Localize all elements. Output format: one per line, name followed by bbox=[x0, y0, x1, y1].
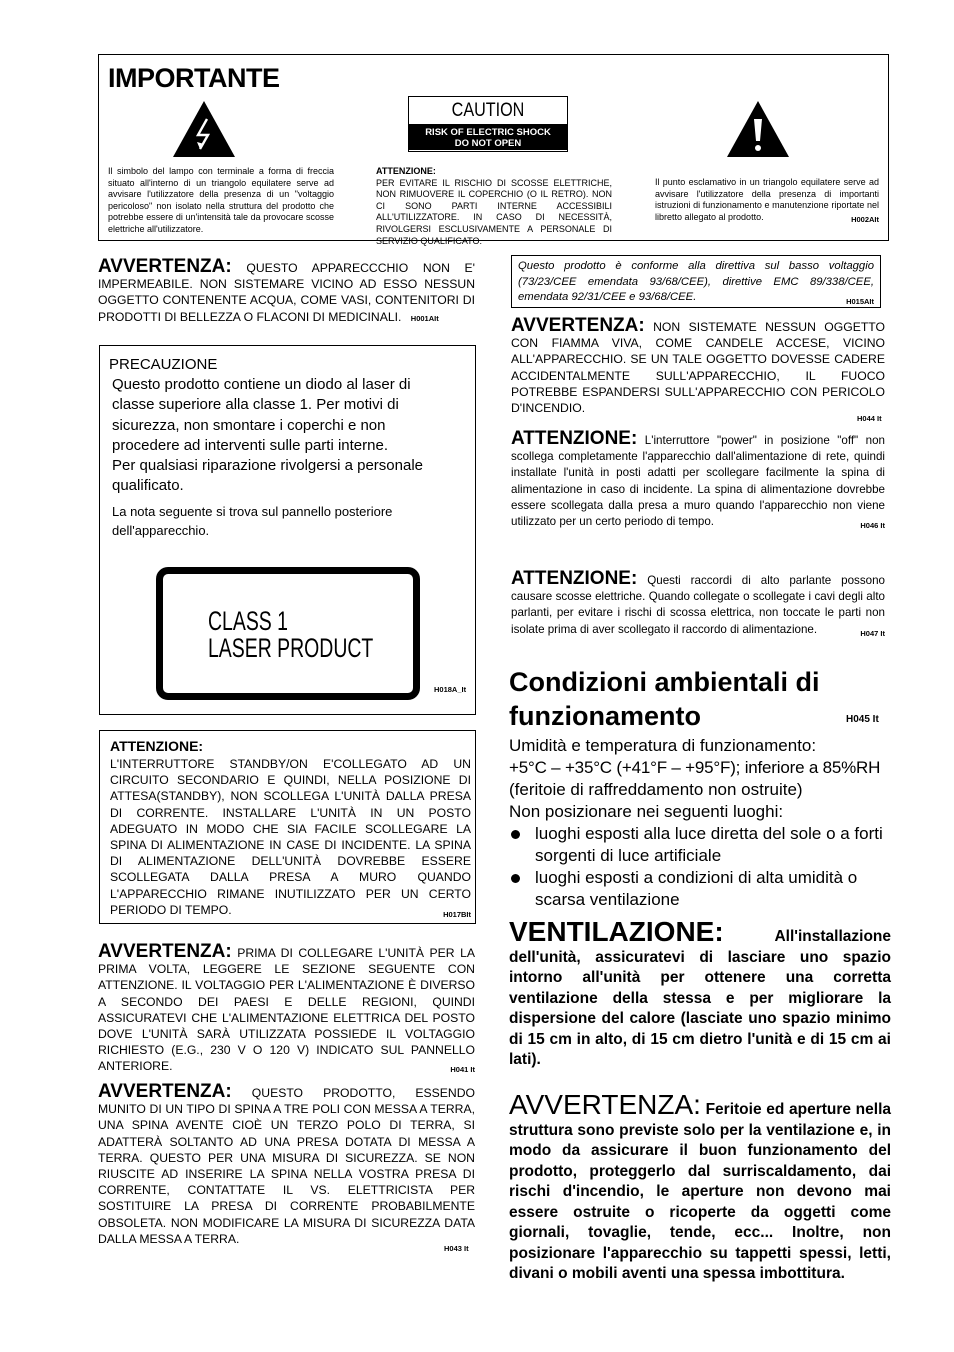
attenzione-standby-code: H017BIt bbox=[443, 909, 471, 919]
list-item bbox=[509, 867, 891, 911]
condizioni-line4: Non posizionare nei seguenti luoghi: bbox=[509, 802, 784, 821]
avvertenza-terra bbox=[98, 1081, 476, 1247]
conforme-text: Questo prodotto è conforme alla direttiva sul basso voltaggio (73/23/CEE emendata 93/68/CEE), direttive EMC 89/338/CEE, emendata 92/31/CEE e 93/68/CEE. bbox=[518, 260, 874, 304]
avvertenza-fiamma-label: AVVERTENZA: bbox=[511, 315, 645, 336]
importante-title: IMPORTANTE bbox=[108, 63, 280, 93]
condizioni-title-line1: Condizioni ambientali di bbox=[509, 667, 820, 697]
avvertenza-acqua bbox=[98, 256, 475, 327]
list-item bbox=[509, 823, 891, 867]
avvertenza-terra-code: H043 It bbox=[444, 1244, 469, 1253]
precauzione-text2: Per qualsiasi riparazione rivolgersi a personale qualificato. bbox=[112, 457, 423, 495]
attenzione-raccordi bbox=[511, 568, 885, 642]
precauzione-title: PRECAUZIONE bbox=[109, 356, 218, 373]
attenzione-power-label: ATTENZIONE: bbox=[511, 428, 638, 449]
list-item-text: luoghi esposti alla luce diretta del sole o a forti sorgenti di luce artificiale bbox=[535, 824, 883, 865]
precauzione-body bbox=[112, 375, 457, 497]
caution-sub bbox=[409, 124, 567, 150]
conforme-box bbox=[511, 255, 881, 308]
condizioni-line1: Umidità e temperatura di funzionamento: bbox=[509, 736, 817, 755]
avvertenza-fiamma-text: NON SISTEMATE NESSUN OGGETTO CON FIAMMA VIVA, COME CANDELE ACCESE, VICINO ALL'APPARECCHIO. SE UN TALE OGGETTO DOVESSE CADERE ACCIDENTALMENTE SULL'APPARECCHIO, IL FUOCO POTREBBE ESPANDERSI SULL'APPARECCHIO CON PERICOLO D'INCENDIO. bbox=[511, 320, 886, 416]
conforme-code: H015AIt bbox=[846, 297, 874, 307]
list-item-text: luoghi esposti a condizioni di alta umidità o scarsa ventilazione bbox=[535, 868, 858, 909]
precauzione-box bbox=[99, 345, 476, 715]
condizioni-line2: +5°C – +35°C (+41°F – +95°F); inferiore a 85%RH bbox=[509, 758, 881, 777]
conforme-body bbox=[518, 259, 874, 310]
avvertenza-voltaggio-label: AVVERTENZA: bbox=[98, 941, 232, 962]
avvertenza-acqua-code: H001AIt bbox=[410, 313, 439, 323]
avvertenza-voltaggio-code: H041 It bbox=[450, 1065, 475, 1075]
attenzione-label: ATTENZIONE bbox=[376, 166, 433, 176]
laser-label-line2: LASER PRODUCT bbox=[208, 633, 374, 663]
attenzione-power-text: L'interruttore "power" in posizione "off" non scollega completamente l'apparecchio dall'alimentazione di rete, quindi installate l'unità in posti adatti per scollegare facilmente la spina di alimentazione in caso di incidente. La spina di alimentazione dovrebbe essere scollegata dalla presa a muro quando l'apparecchio non viene utilizzato per un certo periodo di tempo. bbox=[511, 434, 885, 529]
bullet-icon bbox=[511, 830, 520, 839]
attenzione-raccordi-code: H047 It bbox=[860, 628, 885, 638]
condizioni-title-line2: funzionamento bbox=[509, 701, 701, 731]
exclamation-text-block bbox=[655, 177, 879, 225]
attenzione-text: PER EVITARE IL RISCHIO DI SCOSSE ELETTRICHE, NON RIMUOVERE IL COPERCHIO (O IL RETRO). NON CI SONO PARTI INTERNE ACCESSIBILI ALL'UTILIZZATORE. IN CASO DI NECESSITÀ, RIVOLGERSI ESCLUSIVAMENTE A PERSONALE DI SERVIZIO QUALIFICATO. bbox=[376, 177, 612, 246]
attenzione-standby-box bbox=[99, 730, 476, 924]
condizioni-line3: (feritoie di raffreddamento non ostruite) bbox=[509, 780, 803, 799]
lightning-warning-icon bbox=[171, 99, 237, 159]
caution-label: CAUTION bbox=[451, 100, 525, 121]
avvertenza-feritoie bbox=[509, 1089, 891, 1285]
condizioni-body bbox=[509, 735, 891, 911]
caution-sub-line1: RISK OF ELECTRIC SHOCK bbox=[425, 127, 551, 138]
avvertenza-fiamma-code: H044 It bbox=[857, 414, 882, 423]
bullet-icon bbox=[511, 874, 520, 883]
condizioni-list bbox=[509, 823, 891, 911]
attenzione-standby-body bbox=[110, 756, 471, 923]
avvertenza-terra-label: AVVERTENZA: bbox=[98, 1081, 232, 1102]
exclamation-text: Il punto esclamativo in un triangolo equilatere serve ad avvisare l'utilizzatore della presenza di importanti istruzioni di funzionamento e manutenzione riportate nel libretto allegato al prodotto. bbox=[655, 177, 879, 222]
ventilazione-text: All'installazione dell'unità, assicuratevi di lasciare uno spazio intorno all'unità per ottenere una corretta ventilazione della stessa e per migliorare la dispersione del calore (lasciate uno spazio minimo di 15 cm in alto, di 15 cm dietro l'unità e di 15 cm ai lati). bbox=[509, 928, 891, 1068]
caution-label-box bbox=[408, 96, 568, 152]
lightning-text: Il simbolo del lampo con terminale a forma di freccia situato all'interno di un triangolo equilatere serve ad avvisare l'utilizzatore della presenza di un "voltaggio pericoloso" non isolato nella struttura del prodotto che potrebbe essere di un'intensità tale da provocare scosse elettriche all'utilizzatore. bbox=[108, 166, 334, 234]
importante-box bbox=[98, 54, 889, 246]
caution-sub-line2: DO NOT OPEN bbox=[454, 138, 522, 149]
avvertenza-fiamma bbox=[511, 315, 886, 416]
avvertenza-acqua-label: AVVERTENZA: bbox=[98, 256, 232, 277]
avvertenza-voltaggio bbox=[98, 941, 476, 1079]
attenzione-raccordi-label: ATTENZIONE: bbox=[511, 568, 638, 589]
avvertenza-acqua-text: QUESTO APPARECCCHIO NON E' IMPERMEABILE. NON SISTEMARE VICINO AD ESSO NESSUN OGGETTO CONTENENTE ACQUA, COME VASI, CONTENITORI DI PRODOTTI DI BELLEZZA O FLACONI DI MEDICINALI. bbox=[98, 261, 475, 324]
condizioni-code: H045 It bbox=[846, 714, 879, 725]
laser-label bbox=[156, 567, 420, 700]
attenzione-block bbox=[376, 166, 612, 247]
avvertenza-feritoie-text: Feritoie ed aperture nella struttura sono previste solo per la ventilazione e, in modo da assicurare il buon funzionamento del prodotto, proteggerlo dal surriscaldamento, dai rischi d'incendio, le aperture non devono mai essere ostruite o ricoperte da oggetti come giornali, tovaglie, tende, ecc... Inoltre, non posizionare l'apparecchio su tappetti spessi, letti, divani o mobili aventi una spessa imbottitura. bbox=[509, 1101, 891, 1282]
ventilazione bbox=[509, 916, 891, 1071]
avvertenza-terra-text: QUESTO PRODOTTO, ESSENDO MUNITO DI UN TIPO DI SPINA A TRE POLI CON MESSA A TERRA, UNA SPINA AVENTE CIOÈ UN TERZO POLO DI TERRA, SI ADATTERÀ SOLTANTO AD UNA PRESA DOTATA DI MESSA A TERRA. QUESTO PER UNA MISURA DI SICUREZZA. SE NON RIUSCITE AD INSERIRE LA SPINA NELLA VOSTRA PRESA DI CORRENTE, CONTATTATE IL VS. ELETTRICISTA PER SOSTITUIRE LA PRESA DI CORRENTE PROBABILMENTE OBSOLETA. NON MODIFICARE LA MISURA DI SICUREZZA DATA DALLA MESSA A TERRA. bbox=[98, 1086, 476, 1246]
precauzione-note: La nota seguente si trova sul pannello posteriore dell'apparecchio. bbox=[112, 504, 393, 538]
attenzione-power bbox=[511, 428, 885, 534]
exclamation-code: H002AIt bbox=[851, 214, 879, 224]
ventilazione-label: VENTILAZIONE: bbox=[509, 916, 724, 947]
precauzione-code: H018A_It bbox=[434, 685, 467, 694]
attenzione-power-code: H046 It bbox=[860, 521, 885, 531]
avvertenza-voltaggio-text: PRIMA DI COLLEGARE L'UNITÀ PER LA PRIMA VOLTA, LEGGERE LE SEZIONE SEGUENTE CON ATTENZIONE. IL VOLTAGGIO PER L'ALIMENTAZIONE È DIVERSO A SECONDO DEI PAESI E DELLE REGIONI, QUINDI ASSICURATEVI CHE L'ALIMENTAZIONE ELETTRICA DEL POSTO DOVE L'UNITÀ SARÀ UTILIZZATA POSSIEDE IL VOLTAGGIO RICHIESTO (E.G., 230 V O 120 V) INDICATO SUL PANNELLO ANTERIORE. bbox=[98, 946, 476, 1074]
attenzione-raccordi-text: Questi raccordi di alto parlante possono causare scosse elettriche. Quando collegate o scollegate i cavi degli alto parlanti, per evitare i rischi di scossa elettrica, non toccate le parti non isolate prima di aver scollegato il raccordo di alimentazione. bbox=[511, 574, 885, 636]
laser-label-line1: CLASS 1 bbox=[208, 606, 288, 636]
avvertenza-feritoie-label: AVVERTENZA: bbox=[509, 1089, 701, 1120]
attenzione-colon: : bbox=[432, 166, 436, 176]
attenzione-standby-text: L'INTERRUTTORE STANDBY/ON E'COLLEGATO AD UN CIRCUITO SECONDARIO E QUINDI, NELLA POSIZIONE DI ATTESA(STANDBY), NON SCOLLEGA L'UNITÀ DALLA PRESA DI CORRENTE. INSTALLARE L'UNITÀ IN UN POSTO ADEGUATO IN MODO CHE SIA FACILE SCOLLEGARE LA SPINA DI ALIMENTAZIONE IN CASE DI INCIDENTE. LA SPINA DI ALIMENTAZIONE DELL'UNITÀ DOVREBBE ESSERE SCOLLEGATA DALLA PRESA A MURO QUANDO L'APPARECCHIO RIMANE INUTILIZZATO PER UN CERTO PERIODO DI TEMPO. bbox=[110, 757, 471, 917]
exclamation-warning-icon bbox=[725, 99, 791, 159]
attenzione-standby-label: ATTENZIONE: bbox=[110, 738, 204, 754]
precauzione-text: Questo prodotto contiene un diodo al laser di classe superiore alla classe 1. Per motivi di sicurezza, non smontare i coperchi e non procedere ad interventi sulle parti interne. bbox=[112, 376, 411, 454]
